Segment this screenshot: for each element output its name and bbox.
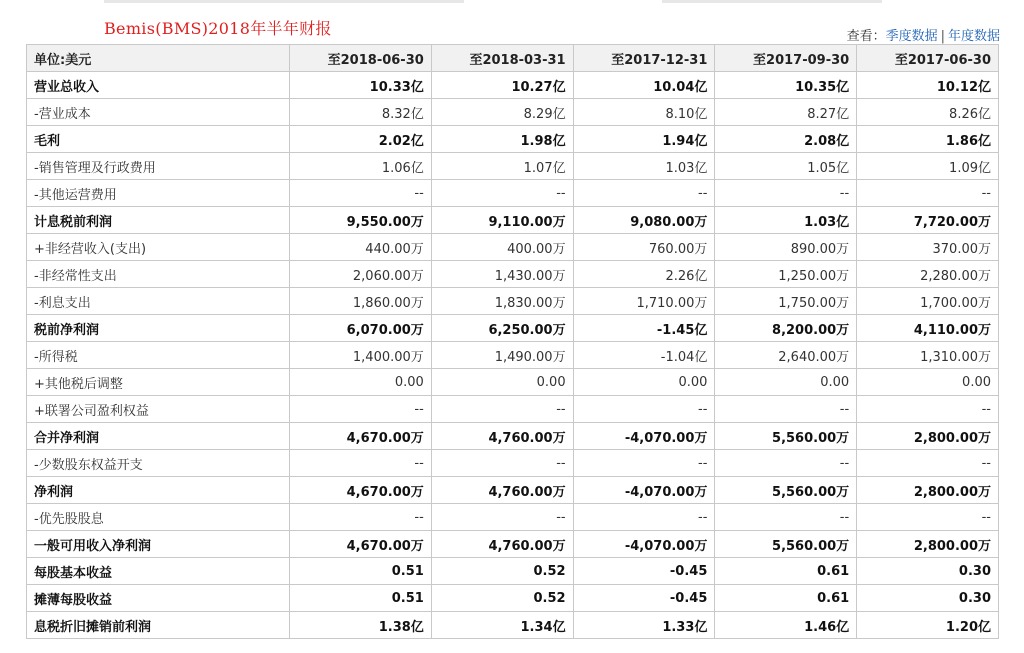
cell-value: 400.00万 <box>431 234 573 261</box>
cell-value: 10.12亿 <box>857 72 999 99</box>
cell-value: -- <box>573 396 715 423</box>
row-label: 合并净利润 <box>27 423 290 450</box>
cell-value: 2,800.00万 <box>857 423 999 450</box>
cell-value: -- <box>715 504 857 531</box>
table-row <box>27 369 999 396</box>
cell-value: 0.00 <box>290 369 432 396</box>
table-row <box>27 450 999 477</box>
table-row <box>27 558 999 585</box>
row-label: -其他运营费用 <box>27 180 290 207</box>
cell-value: -- <box>431 450 573 477</box>
cell-value: -- <box>290 396 432 423</box>
cell-value: 370.00万 <box>857 234 999 261</box>
table-row <box>27 72 999 99</box>
cell-value: 6,070.00万 <box>290 315 432 342</box>
cell-value: 8.10亿 <box>573 99 715 126</box>
row-label: -营业成本 <box>27 99 290 126</box>
cell-value: 4,670.00万 <box>290 531 432 558</box>
cell-value: 2,280.00万 <box>857 261 999 288</box>
row-label: 息税折旧摊销前利润 <box>27 612 290 639</box>
period-header: 至2017-06-30 <box>857 45 999 72</box>
table-row <box>27 396 999 423</box>
row-label: 一般可用收入净利润 <box>27 531 290 558</box>
cell-value: 4,110.00万 <box>857 315 999 342</box>
row-label: +非经营收入(支出) <box>27 234 290 261</box>
row-label: 每股基本收益 <box>27 558 290 585</box>
cell-value: 760.00万 <box>573 234 715 261</box>
cell-value: 1,400.00万 <box>290 342 432 369</box>
top-bar-left <box>104 0 464 3</box>
cell-value: -1.04亿 <box>573 342 715 369</box>
table-row <box>27 126 999 153</box>
cell-value: 5,560.00万 <box>715 531 857 558</box>
cell-value: 1,710.00万 <box>573 288 715 315</box>
cell-value: 1.03亿 <box>715 207 857 234</box>
cell-value: 0.00 <box>431 369 573 396</box>
cell-value: -- <box>431 504 573 531</box>
cell-value: 9,080.00万 <box>573 207 715 234</box>
cell-value: 0.51 <box>290 585 432 612</box>
table-row <box>27 180 999 207</box>
cell-value: 4,760.00万 <box>431 531 573 558</box>
cell-value: 2.08亿 <box>715 126 857 153</box>
cell-value: 0.51 <box>290 558 432 585</box>
quarterly-data-link[interactable]: 季度数据 <box>885 29 938 44</box>
cell-value: 1.38亿 <box>290 612 432 639</box>
cell-value: 9,550.00万 <box>290 207 432 234</box>
cell-value: 1,430.00万 <box>431 261 573 288</box>
cell-value: -4,070.00万 <box>573 531 715 558</box>
cell-value: 4,670.00万 <box>290 477 432 504</box>
cell-value: 4,760.00万 <box>431 477 573 504</box>
cell-value: 8.26亿 <box>857 99 999 126</box>
cell-value: 1,250.00万 <box>715 261 857 288</box>
cell-value: 1.06亿 <box>290 153 432 180</box>
cell-value: 10.33亿 <box>290 72 432 99</box>
view-links <box>847 25 1000 44</box>
cell-value: 1.07亿 <box>431 153 573 180</box>
cell-value: 0.52 <box>431 558 573 585</box>
cell-value: -4,070.00万 <box>573 477 715 504</box>
cell-value: -- <box>857 180 999 207</box>
cell-value: -- <box>290 180 432 207</box>
cell-value: 6,250.00万 <box>431 315 573 342</box>
unit-header: 单位:美元 <box>27 45 290 72</box>
cell-value: 8.29亿 <box>431 99 573 126</box>
cell-value: -- <box>857 450 999 477</box>
row-label: -销售管理及行政费用 <box>27 153 290 180</box>
row-label: 计息税前利润 <box>27 207 290 234</box>
cell-value: 1.98亿 <box>431 126 573 153</box>
table-row <box>27 612 999 639</box>
cell-value: 1,750.00万 <box>715 288 857 315</box>
cell-value: 1,310.00万 <box>857 342 999 369</box>
row-label: +其他税后调整 <box>27 369 290 396</box>
period-header: 至2017-12-31 <box>573 45 715 72</box>
cell-value: -4,070.00万 <box>573 423 715 450</box>
cell-value: 0.30 <box>857 558 999 585</box>
table-row <box>27 477 999 504</box>
cell-value: 10.27亿 <box>431 72 573 99</box>
cell-value: -0.45 <box>573 558 715 585</box>
cell-value: 5,560.00万 <box>715 423 857 450</box>
income-statement-table <box>26 44 999 639</box>
cell-value: 0.00 <box>857 369 999 396</box>
cell-value: 0.61 <box>715 585 857 612</box>
table-row <box>27 342 999 369</box>
cell-value: -- <box>573 180 715 207</box>
cell-value: 440.00万 <box>290 234 432 261</box>
cell-value: -- <box>715 180 857 207</box>
cell-value: 2.02亿 <box>290 126 432 153</box>
report-title: Bemis(BMS)2018年半年财报 <box>104 19 332 38</box>
cell-value: 8.32亿 <box>290 99 432 126</box>
cell-value: 0.30 <box>857 585 999 612</box>
table-row <box>27 504 999 531</box>
table-body <box>27 72 999 639</box>
cell-value: 8,200.00万 <box>715 315 857 342</box>
period-header: 至2018-06-30 <box>290 45 432 72</box>
cell-value: 1,700.00万 <box>857 288 999 315</box>
cell-value: 9,110.00万 <box>431 207 573 234</box>
cell-value: 2,640.00万 <box>715 342 857 369</box>
row-label: 税前净利润 <box>27 315 290 342</box>
cell-value: -- <box>715 396 857 423</box>
row-label: 摊薄每股收益 <box>27 585 290 612</box>
cell-value: 1.09亿 <box>857 153 999 180</box>
cell-value: 0.00 <box>715 369 857 396</box>
cell-value: -- <box>573 504 715 531</box>
cell-value: 5,560.00万 <box>715 477 857 504</box>
annual-data-link[interactable]: 年度数据 <box>947 29 1000 44</box>
cell-value: 1.34亿 <box>431 612 573 639</box>
table-row <box>27 423 999 450</box>
row-label: +联署公司盈利权益 <box>27 396 290 423</box>
row-label: -所得税 <box>27 342 290 369</box>
row-label: -利息支出 <box>27 288 290 315</box>
cell-value: 4,670.00万 <box>290 423 432 450</box>
cell-value: 2,800.00万 <box>857 477 999 504</box>
header-row <box>27 45 999 72</box>
cell-value: -- <box>857 396 999 423</box>
cell-value: 2,060.00万 <box>290 261 432 288</box>
cell-value: 1.86亿 <box>857 126 999 153</box>
cell-value: 1.20亿 <box>857 612 999 639</box>
cell-value: -- <box>857 504 999 531</box>
cell-value: 0.61 <box>715 558 857 585</box>
cell-value: 1.05亿 <box>715 153 857 180</box>
cell-value: 2.26亿 <box>573 261 715 288</box>
cell-value: 7,720.00万 <box>857 207 999 234</box>
cell-value: 1.03亿 <box>573 153 715 180</box>
cell-value: -- <box>715 450 857 477</box>
table-row <box>27 288 999 315</box>
cell-value: 2,800.00万 <box>857 531 999 558</box>
cell-value: -0.45 <box>573 585 715 612</box>
table-row <box>27 531 999 558</box>
table-row <box>27 207 999 234</box>
row-label: -优先股股息 <box>27 504 290 531</box>
period-header: 至2018-03-31 <box>431 45 573 72</box>
cell-value: 890.00万 <box>715 234 857 261</box>
cell-value: 1.33亿 <box>573 612 715 639</box>
cell-value: -1.45亿 <box>573 315 715 342</box>
cell-value: -- <box>290 504 432 531</box>
cell-value: 1,490.00万 <box>431 342 573 369</box>
cell-value: -- <box>431 180 573 207</box>
row-label: 营业总收入 <box>27 72 290 99</box>
table-row <box>27 315 999 342</box>
row-label: -非经常性支出 <box>27 261 290 288</box>
cell-value: 4,760.00万 <box>431 423 573 450</box>
table-row <box>27 585 999 612</box>
cell-value: 0.00 <box>573 369 715 396</box>
cell-value: -- <box>290 450 432 477</box>
table-row <box>27 99 999 126</box>
row-label: 净利润 <box>27 477 290 504</box>
cell-value: -- <box>573 450 715 477</box>
cell-value: 1.94亿 <box>573 126 715 153</box>
row-label: -少数股东权益开支 <box>27 450 290 477</box>
top-bar-right <box>662 0 882 3</box>
cell-value: 8.27亿 <box>715 99 857 126</box>
cell-value: 1,860.00万 <box>290 288 432 315</box>
cell-value: 10.35亿 <box>715 72 857 99</box>
link-separator: | <box>940 29 945 44</box>
table-row <box>27 261 999 288</box>
period-header: 至2017-09-30 <box>715 45 857 72</box>
view-prefix: 查看： <box>846 29 886 44</box>
row-label: 毛利 <box>27 126 290 153</box>
table-row <box>27 153 999 180</box>
cell-value: 1.46亿 <box>715 612 857 639</box>
cell-value: 1,830.00万 <box>431 288 573 315</box>
cell-value: 10.04亿 <box>573 72 715 99</box>
table-row <box>27 234 999 261</box>
cell-value: -- <box>431 396 573 423</box>
cell-value: 0.52 <box>431 585 573 612</box>
